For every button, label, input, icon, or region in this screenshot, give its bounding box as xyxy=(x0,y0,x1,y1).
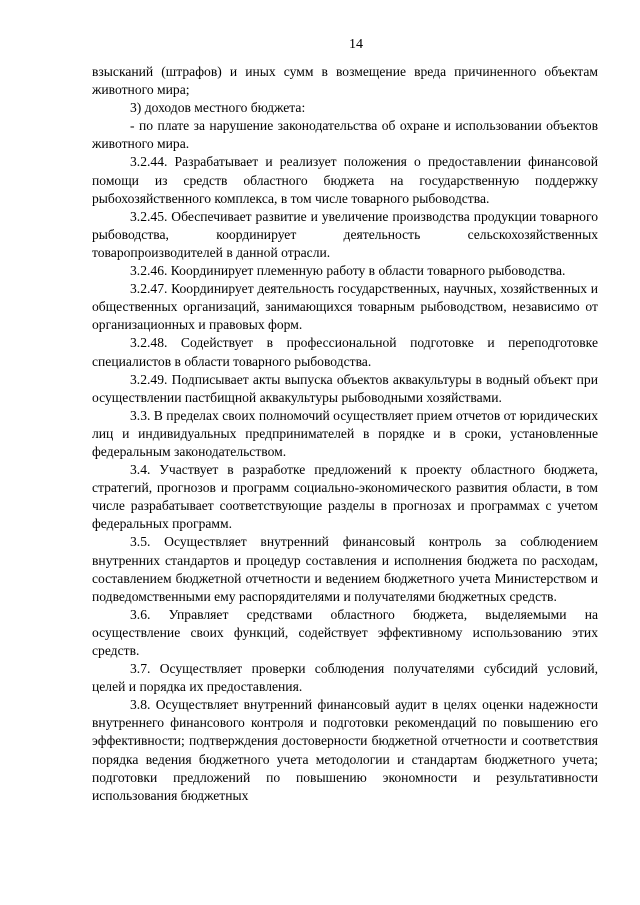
paragraph-3-8: 3.8. Осуществляет внутренний финансовый аудит в целях оценки надежности внутреннего финансового контроля и подготовки рекомендаций по повышению его эффективности; подтверждения достоверности бюджетной отчетности и соответствия порядка ведения бюджетного учета методологии и стандартам бюджетного учета; подготовки предложений по повышению экономности и результативности использования бюджетных xyxy=(92,697,598,803)
paragraph-3-3: 3.3. В пределах своих полномочий осуществляет прием отчетов от юридических лиц и индивидуальных предпринимателей в порядке и в сроки, установленные федеральным законодательством. xyxy=(92,407,598,459)
paragraph-continuation: взысканий (штрафов) и иных сумм в возмещение вреда причиненного объектам животного мира; xyxy=(92,64,598,98)
page-number: 14 xyxy=(349,37,363,52)
paragraph-3-2-47: 3.2.47. Координирует деятельность государственных, научных, хозяйственных и общественных организаций, занимающихся товарным рыбоводством, независимо от организационных и правовых форм. xyxy=(92,281,598,333)
paragraph-3-5: 3.5. Осуществляет внутренний финансовый контроль за соблюдением внутренних стандартов и процедур составления и исполнения бюджета по расходам, составлением бюджетной отчетности и ведением бюджетного учета Министерством и подведомственными ему распорядителями и получателями бюджетных средств. xyxy=(92,534,598,604)
paragraph-3-7: 3.7. Осуществляет проверки соблюдения получателями субсидий условий, целей и порядка их предоставления. xyxy=(92,661,598,695)
paragraph-3-2-44: 3.2.44. Разрабатывает и реализует положения о предоставлении финансовой помощи из средств областного бюджета на государственную поддержку рыбохозяйственного комплекса, в том числе товарного рыбоводства. xyxy=(92,154,598,206)
document-page xyxy=(92,34,598,805)
paragraph-local-budget-fee: - по плате за нарушение законодательства об охране и использовании объектов животного мира. xyxy=(92,118,598,152)
paragraph-3-2-45: 3.2.45. Обеспечивает развитие и увеличение производства продукции товарного рыбоводства, координирует деятельность сельскохозяйственных товаропроизводителей в данной отрасли. xyxy=(92,208,598,260)
paragraph-3-2-49: 3.2.49. Подписывает акты выпуска объектов аквакультуры в водный объект при осуществлении пастбищной аквакультуры рыбоводными хозяйствами. xyxy=(92,371,598,405)
paragraph-3-2-48: 3.2.48. Содействует в профессиональной подготовке и переподготовке специалистов в области товарного рыбоводства. xyxy=(92,335,598,369)
paragraph-3-4: 3.4. Участвует в разработке предложений к проекту областного бюджета, стратегий, прогнозов и программ социально-экономического развития области, в том числе разрабатывает соответствующие разделы в прогнозах и программах с учетом федеральных программ. xyxy=(92,462,598,532)
paragraph-3-2-46: 3.2.46. Координирует племенную работу в области товарного рыбоводства. xyxy=(130,263,566,279)
paragraph-local-budget-item: 3) доходов местного бюджета: xyxy=(130,100,306,116)
paragraph-3-6: 3.6. Управляет средствами областного бюджета, выделяемыми на осуществление своих функций, содействует эффективному использованию этих средств. xyxy=(92,606,598,658)
